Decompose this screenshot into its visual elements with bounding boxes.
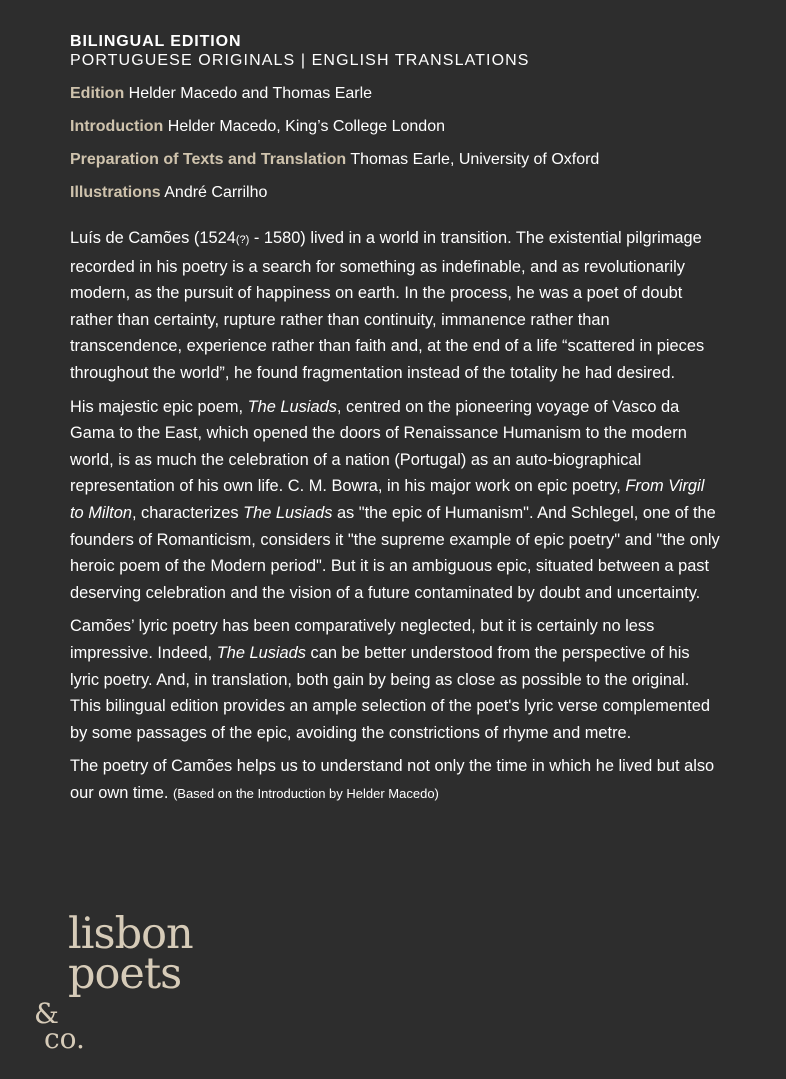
text-run: , centred on the pioneering voyage of Vasco da Gama to the East, which opened the doors of Renaissance Humanism to the modern world, is as much the celebration of a nation (Portugal) as an auto-biographical representation of his own life. C. M. Bowra, in his major work on epic poetry, — [70, 397, 687, 496]
logo-word-poets: poets — [68, 949, 182, 999]
logo-ampersand: & — [34, 997, 59, 1030]
credit-value: Thomas Earle, University of Oxford — [350, 151, 600, 168]
book-title: The Lusiads — [243, 503, 333, 522]
credit-value: Helder Macedo, King’s College London — [167, 118, 445, 135]
logo-word-co: co. — [44, 1022, 85, 1055]
book-title: From Virgil to Milton — [70, 477, 705, 522]
credits-list — [70, 84, 720, 203]
edition-subtitle: PORTUGUESE ORIGINALS | ENGLISH TRANSLATIONS — [70, 52, 530, 69]
description-text — [70, 225, 720, 807]
text-run: His majestic epic poem, — [70, 397, 248, 416]
paragraph-1 — [70, 225, 720, 387]
credit-value: André Carrilho — [164, 184, 268, 201]
credit-introduction — [70, 117, 720, 137]
logo-word-lisbon: lisbon — [68, 909, 193, 959]
credit-translation — [70, 150, 720, 170]
credit-label: Introduction — [70, 118, 164, 135]
text-run: Camões’ lyric poetry has been comparatively neglected, but it is certainly no less impressive. Indeed, — [70, 617, 655, 662]
credit-illustrations — [70, 183, 720, 203]
source-note: (Based on the Introduction by Helder Macedo) — [172, 785, 439, 801]
text-run: Luís de Camões (1524 — [70, 229, 236, 247]
text-run: The poetry of Camões helps us to understand not only the time in which he lived but also our own time. — [70, 757, 715, 802]
book-info — [70, 32, 720, 814]
text-run: as "the epic of Humanism". And Schlegel, one of the founders of Romanticism, considers it "the supreme example of epic poetry" and "the only heroic poem of the Modern period". But it is an ambiguous epic, situated between a past deserving celebration and the vision of a future contaminated by doubt and uncertainty. — [70, 503, 720, 602]
text-run: - 1580) lived in a world in transition. The existential pilgrimage recorded in his poetry is a search for something as indefinable, and as revolutionarily modern, as the pursuit of happiness on earth. In the process, he was a poet of doubt rather than certainty, rupture rather than continuity, immanence rather than transcendence, experience rather than faith and, at the end of a life “scattered in pieces throughout the world”, he found fragmentation instead of the totality he had desired. — [70, 229, 705, 382]
text-run: , characterizes — [131, 503, 244, 522]
paragraph-3 — [70, 613, 720, 746]
credit-value: Helder Macedo and Thomas Earle — [128, 85, 373, 102]
credit-label: Illustrations — [70, 184, 161, 201]
uncertain-date-mark: (?) — [235, 234, 250, 246]
edition-title: BILINGUAL EDITION — [70, 33, 242, 50]
text-run: can be better understood from the perspective of his lyric poetry. And, in translation, both gain by being as close as possible to the original. This bilingual edition provides an ample selection of the poet's lyric verse complemented by some passages of the epic, avoiding the constrictions of rhyme and metre. — [70, 643, 710, 742]
credit-edition — [70, 84, 720, 104]
lisbon-poets-logo — [0, 885, 260, 1065]
book-title: The Lusiads — [216, 643, 306, 662]
book-title: The Lusiads — [247, 397, 337, 416]
paragraph-2 — [70, 394, 720, 607]
credit-label: Preparation of Texts and Translation — [70, 151, 347, 168]
credit-label: Edition — [70, 85, 125, 102]
paragraph-4 — [70, 753, 720, 807]
